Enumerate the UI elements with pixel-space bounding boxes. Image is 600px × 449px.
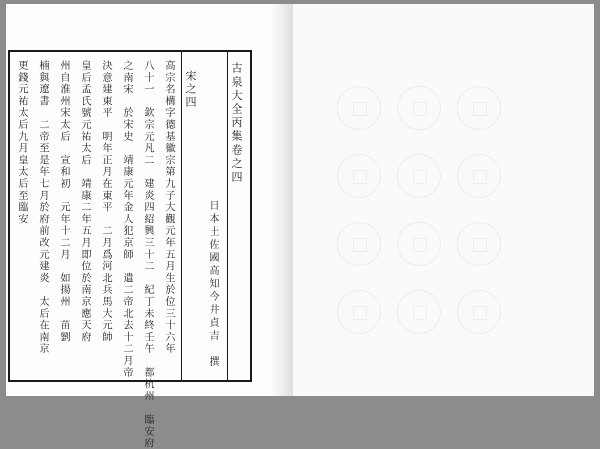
header-rule [227, 52, 228, 380]
text-line: 皇后孟氏號元祐太后 靖康二年五月即位於南京應天府 [79, 60, 90, 344]
coin-show-through [337, 154, 381, 198]
text-line: 八十一 欽宗元凡二 建炎四紹興三十二 紀丁未終壬午 都杭州 臨安府 [142, 60, 153, 449]
coin-show-through [457, 290, 501, 334]
section-rule [181, 52, 182, 380]
text-frame [8, 50, 252, 449]
text-line: 決意建東平 明年正月在東平 二月爲河北兵馬大元帥 [100, 60, 111, 344]
coin-show-through [397, 154, 441, 198]
right-page [293, 4, 594, 396]
coin-show-through [397, 222, 441, 266]
text-line: 高宗名構字德基徽宗第九子大觀元年五月生於位三十六年 [163, 60, 174, 355]
coin-show-through [457, 86, 501, 130]
coin-show-through [457, 222, 501, 266]
coin-show-through [457, 154, 501, 198]
left-page [6, 4, 293, 449]
book-title: 古泉大全丙集卷之四 [230, 62, 243, 185]
coin-show-through [337, 86, 381, 130]
text-line: 楠與遼書 二帝至是年七月於府前改元建炎 太后在南京 [37, 60, 48, 355]
author-credit: 日本土佐國高知今井貞吉 撰 [207, 200, 218, 369]
coin-show-through [397, 86, 441, 130]
coin-show-through [337, 290, 381, 334]
text-line: 更錢元祐太后九月皇太后至臨安 [16, 60, 27, 226]
text-line: 州自淮州宋太后 宣和初 元年十二月 如揚州 苗劉 [58, 60, 69, 344]
book-spread [6, 4, 594, 449]
coin-show-through [397, 290, 441, 334]
coin-show-through [337, 222, 381, 266]
section-heading: 宋之四 [184, 70, 197, 109]
text-line: 之南宋 於宋史 靖康元年金人犯京師 遣二帝北去十二月帝 [121, 60, 132, 379]
book-gutter [270, 4, 293, 396]
